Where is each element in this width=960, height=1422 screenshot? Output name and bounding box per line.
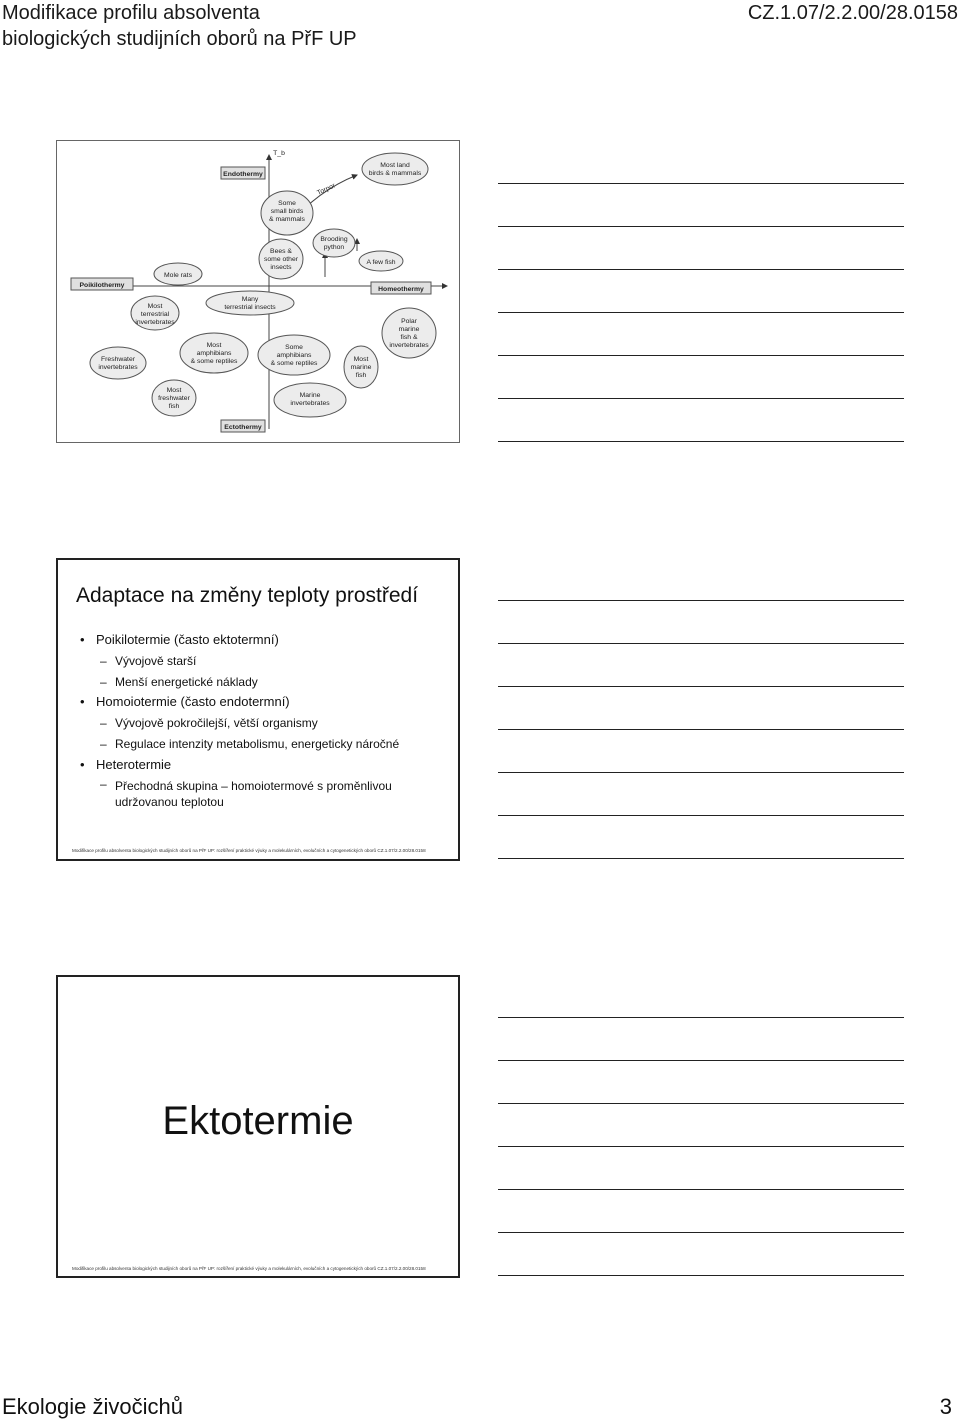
node-some-small-3: & mammals	[269, 216, 305, 223]
node-some-amph-1: Some	[285, 344, 303, 351]
node-polar-2: marine	[398, 326, 420, 333]
node-most-fw-fish-1: Most	[166, 387, 182, 394]
node-some-amph-3: & some reptiles	[270, 360, 318, 367]
note-line	[498, 1275, 904, 1276]
label-homeothermy: Homeothermy	[378, 286, 424, 293]
node-most-terr-2: terrestrial	[140, 311, 170, 318]
note-line	[498, 686, 904, 687]
slide-footer: Modifikace profilu absolventa biologických studijních oborů na PřF UP: rozšíření praktické výuky a molekulárních, evolučních a cytogenetických oborů CZ.1.07/2.2.00/28.0158	[72, 848, 426, 853]
label-torpor: Torpor	[316, 182, 337, 197]
note-line	[498, 1189, 904, 1190]
page-number: 3	[939, 1394, 952, 1419]
header-project-code: CZ.1.07/2.2.00/28.0158	[747, 2, 958, 24]
node-some-small-2: small birds	[270, 208, 304, 215]
node-most-fw-fish-3: fish	[168, 403, 180, 410]
node-most-land-2: birds & mammals	[368, 170, 422, 177]
note-line	[498, 1146, 904, 1147]
note-line	[498, 355, 904, 356]
node-most-fw-fish-2: freshwater	[158, 395, 190, 402]
note-line	[498, 1103, 904, 1104]
node-brooding-2: python	[323, 244, 345, 251]
node-most-amph-1: Most	[206, 342, 222, 349]
node-marine-inv-1: Marine	[299, 392, 321, 399]
note-line	[498, 600, 904, 601]
node-most-terr-1: Most	[147, 303, 163, 310]
slide-title: Ektotermie	[162, 1099, 354, 1143]
note-line	[498, 1232, 904, 1233]
subbullet: – Menší energetické náklady	[80, 672, 445, 693]
note-line	[498, 226, 904, 227]
note-line	[498, 1017, 904, 1018]
node-bees-2: some other	[263, 256, 299, 263]
node-many-2: terrestrial insects	[224, 304, 276, 311]
note-line	[498, 398, 904, 399]
node-most-amph-3: & some reptiles	[190, 358, 238, 365]
subbullet: – Vývojově starší	[80, 651, 445, 672]
bullet-homoiotermie: • Homoiotermie (často endotermní)	[80, 692, 445, 713]
page-footer-title: Ekologie živočichů	[2, 1394, 183, 1419]
label-ectothermy: Ectothermy	[224, 424, 262, 431]
slide-ektotermie	[56, 975, 460, 1278]
slide-diagram	[56, 140, 460, 443]
node-most-marine-2: marine	[350, 364, 372, 371]
subbullet: – Vývojově pokročilejší, větší organismy	[80, 713, 445, 734]
slide-adaptace	[56, 558, 460, 861]
subbullet: – Regulace intenzity metabolismu, energeticky náročné	[80, 734, 445, 755]
axis-label-tb: T_b	[273, 150, 285, 157]
slide-bullets	[80, 630, 445, 813]
slide-title: Adaptace na změny teploty prostředí	[76, 584, 419, 607]
subbullet: – Přechodná skupina – homoiotermové s proměnlivou udržovanou teplotou	[80, 776, 445, 813]
node-polar-3: fish &	[400, 334, 418, 341]
note-line	[498, 643, 904, 644]
node-many-1: Many	[241, 296, 259, 303]
header-title-line2: biologických studijních oborů na PřF UP	[2, 28, 357, 50]
note-line	[498, 269, 904, 270]
node-bees-3: insects	[270, 264, 292, 271]
thermoregulation-diagram	[57, 141, 459, 442]
note-line	[498, 1060, 904, 1061]
node-some-small-1: Some	[278, 200, 296, 207]
node-some-amph-2: amphibians	[276, 352, 312, 359]
bullet-heterotermie: • Heterotermie	[80, 755, 445, 776]
note-line	[498, 858, 904, 859]
node-few-fish: A few fish	[366, 259, 396, 266]
label-endothermy: Endothermy	[223, 171, 263, 178]
header-title	[2, 0, 357, 52]
label-poikilothermy: Poikilothermy	[79, 282, 125, 289]
note-line	[498, 183, 904, 184]
node-polar-1: Polar	[401, 318, 417, 325]
node-mole-rats: Mole rats	[164, 272, 192, 279]
header-title-line1: Modifikace profilu absolventa	[2, 2, 260, 24]
node-most-amph-2: amphibians	[196, 350, 232, 357]
slide-footer: Modifikace profilu absolventa biologických studijních oborů na PřF UP: rozšíření praktické výuky a molekulárních, evolučních a cytogenetických oborů CZ.1.07/2.2.00/28.0158	[72, 1266, 426, 1271]
node-bees-1: Bees &	[270, 248, 292, 255]
node-freshwater-inv-2: invertebrates	[98, 364, 138, 371]
note-line	[498, 729, 904, 730]
bullet-poikilotermie: • Poikilotermie (často ektotermní)	[80, 630, 445, 651]
node-most-land-1: Most land	[380, 162, 410, 169]
note-line	[498, 312, 904, 313]
note-line	[498, 772, 904, 773]
node-most-terr-3: invertebrates	[135, 319, 175, 326]
node-freshwater-inv-1: Freshwater	[101, 356, 135, 363]
node-polar-4: invertebrates	[389, 342, 429, 349]
node-brooding-1: Brooding	[320, 236, 348, 243]
node-marine-inv-2: invertebrates	[290, 400, 330, 407]
node-most-marine-1: Most	[353, 356, 369, 363]
note-line	[498, 815, 904, 816]
note-line	[498, 441, 904, 442]
node-most-marine-3: fish	[355, 372, 367, 379]
